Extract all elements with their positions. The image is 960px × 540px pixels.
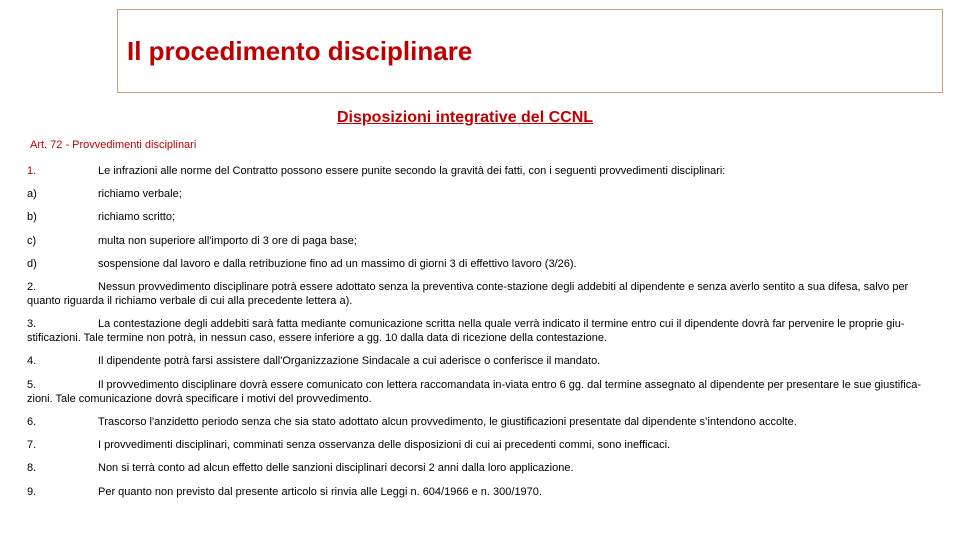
article-heading: Art. 72 - Provvedimenti disciplinari xyxy=(30,139,197,151)
paragraph-text: sospensione dal lavoro e dalla retribuzione fino ad un massimo di giorni 3 di effettivo lavoro (3/26). xyxy=(98,258,577,270)
paragraph-8 xyxy=(27,461,574,475)
paragraph-text: Le infrazioni alle norme del Contratto possono essere punite secondo la gravità dei fatti, con i seguenti provvedimenti disciplinari: xyxy=(98,165,726,177)
paragraph-text: I provvedimenti disciplinari, comminati senza osservanza delle disposizioni di cui ai precedenti commi, sono inefficaci. xyxy=(98,439,671,451)
paragraph-number: 9. xyxy=(27,486,37,498)
paragraph-text: richiamo scritto; xyxy=(98,211,176,223)
paragraph-number: 4. xyxy=(27,355,37,367)
paragraph-3 xyxy=(27,317,937,345)
paragraph-a xyxy=(27,187,182,201)
paragraph-number: c) xyxy=(27,235,37,247)
paragraph-4 xyxy=(27,354,600,368)
paragraph-c xyxy=(27,234,357,248)
paragraph-6 xyxy=(27,415,797,429)
subtitle xyxy=(337,109,593,127)
paragraph-text: Non si terrà conto ad alcun effetto delle sanzioni disciplinari decorsi 2 anni dalla loro applicazione. xyxy=(98,462,574,474)
paragraph-text: Il provvedimento disciplinare dovrà essere comunicato con lettera raccomandata in-viata entro 6 gg. dal termine assegnato al dipendente per presentare le sue giustifica-zioni. Tale comunicazione dovrà specificare i motivi del provvedimento. xyxy=(27,379,922,405)
paragraph-number: a) xyxy=(27,188,37,200)
paragraph-number: d) xyxy=(27,258,37,270)
paragraph-9 xyxy=(27,485,542,499)
paragraph-number: 8. xyxy=(27,462,37,474)
paragraph-number: 5. xyxy=(27,379,37,391)
page-title: Il procedimento disciplinare xyxy=(127,36,473,66)
paragraph-number: 7. xyxy=(27,439,37,451)
paragraph-5 xyxy=(27,378,937,406)
paragraph-1 xyxy=(27,164,725,178)
paragraph-text: Trascorso l'anzidetto periodo senza che sia stato adottato alcun provvedimento, le giustificazioni presentate dal dipendente s’intendono accolte. xyxy=(98,416,797,428)
paragraph-7 xyxy=(27,438,670,452)
paragraph-number: 2. xyxy=(27,281,37,293)
subtitle-text: Disposizioni integrative del CCNL xyxy=(337,109,594,126)
paragraph-b xyxy=(27,210,175,224)
paragraph-number: 6. xyxy=(27,416,37,428)
paragraph-number: 3. xyxy=(27,318,37,330)
paragraph-text: Nessun provvedimento disciplinare potrà essere adottato senza la preventiva conte-stazione degli addebiti al dipendente e senza averlo sentito a sua difesa, salvo per quanto riguarda il richiamo verbale di cui alla precedente lettera a). xyxy=(27,281,909,307)
paragraph-number: b) xyxy=(27,211,37,223)
title-box xyxy=(117,9,943,93)
paragraph-text: Per quanto non previsto dal presente articolo si rinvia alle Leggi n. 604/1966 e n. 300/1970. xyxy=(98,486,542,498)
paragraph-text: La contestazione degli addebiti sarà fatta mediante comunicazione scritta nella quale verrà indicato il termine entro cui il dipendente dovrà far pervenire le proprie giu-stificazioni. Tale termine non potrà, in nessun caso, essere inferiore a gg. 10 dalla data di ricezione della contestazione. xyxy=(27,318,905,344)
paragraph-d xyxy=(27,257,577,271)
paragraph-2 xyxy=(27,280,937,308)
paragraph-text: multa non superiore all'importo di 3 ore di paga base; xyxy=(98,235,357,247)
paragraph-number: 1. xyxy=(27,165,37,177)
paragraph-text: richiamo verbale; xyxy=(98,188,182,200)
paragraph-text: Il dipendente potrà farsi assistere dall'Organizzazione Sindacale a cui aderisce o conferisce il mandato. xyxy=(98,355,601,367)
